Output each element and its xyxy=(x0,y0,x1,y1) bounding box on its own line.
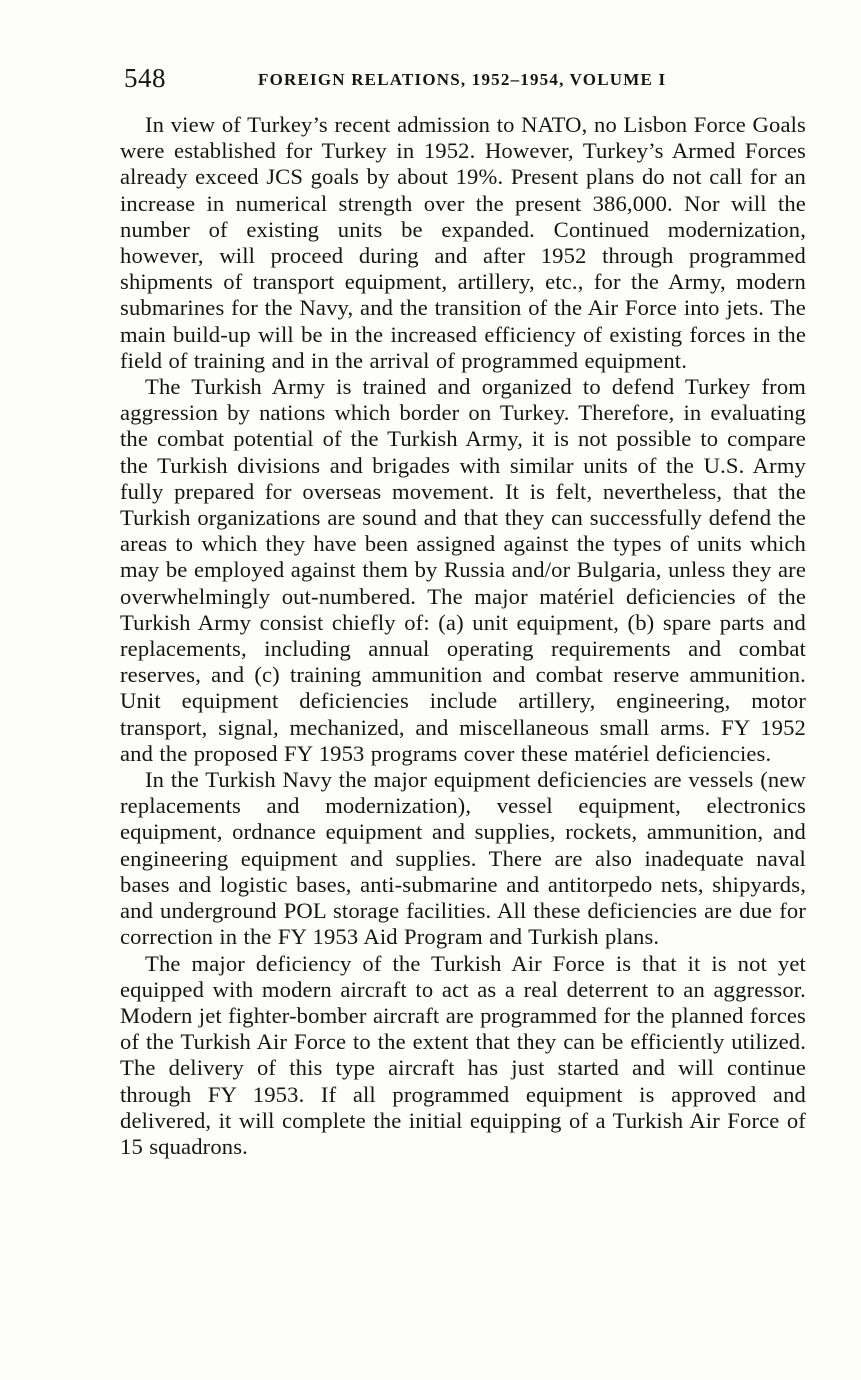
body-text xyxy=(120,112,806,1160)
paragraph-turkish-air-force: The major deficiency of the Turkish Air Force is that it is not yet equipped with modern aircraft to act as a real deterrent to an aggressor. Modern jet fighter-bomber aircraft are programmed for the planned forces of the Turkish Air Force to the extent that they can be efficiently utilized. The delivery of this type aircraft has just started and will continue through FY 1953. If all programmed equipment is approved and delivered, it will complete the initial equipping of a Turkish Air Force of 15 squadrons. xyxy=(120,950,806,1159)
paragraph-turkey-nato: In view of Turkey’s recent admission to NATO, no Lisbon Force Goals were established for Turkey in 1952. However, Turkey’s Armed Forces already exceed JCS goals by about 19%. Present plans do not call for an increase in numerical strength over the present 386,000. Nor will the number of existing units be expanded. Continued modernization, however, will proceed during and after 1952 through programmed shipments of transport equipment, artillery, etc., for the Army, modern submarines for the Navy, and the transition of the Air Force into jets. The main build-up will be in the increased efficiency of existing forces in the field of training and in the arrival of programmed equipment. xyxy=(120,112,806,373)
paragraph-turkish-army: The Turkish Army is trained and organized to defend Turkey from aggression by nations which border on Turkey. Therefore, in evaluating the combat potential of the Turkish Army, it is not possible to compare the Turkish divisions and brigades with similar units of the U.S. Army fully prepared for overseas movement. It is felt, nevertheless, that the Turkish organizations are sound and that they can successfully defend the areas to which they have been assigned against the types of units which may be employed against them by Russia and/or Bulgaria, unless they are overwhelmingly out-numbered. The major matériel deficiencies of the Turkish Army consist chiefly of: (a) unit equipment, (b) spare parts and replacements, including annual operating requirements and combat reserves, and (c) training ammunition and combat reserve ammunition. Unit equipment deficiencies include artillery, engineering, motor transport, signal, mechanized, and miscellaneous small arms. FY 1952 and the proposed FY 1953 programs cover these matériel deficiencies. xyxy=(120,374,806,766)
paragraph-turkish-navy: In the Turkish Navy the major equipment deficiencies are vessels (new replacements and modernization), vessel equipment, electronics equipment, ordnance equipment and supplies, rockets, ammunition, and engineering equipment and supplies. There are also inadequate naval bases and logistic bases, anti-submarine and antitorpedo nets, shipyards, and underground POL storage facilities. All these deficiencies are due for correction in the FY 1953 Aid Program and Turkish plans. xyxy=(120,767,806,950)
page-header xyxy=(124,58,814,98)
running-head: FOREIGN RELATIONS, 1952–1954, VOLUME I xyxy=(258,70,667,89)
page-number: 548 xyxy=(124,63,166,93)
